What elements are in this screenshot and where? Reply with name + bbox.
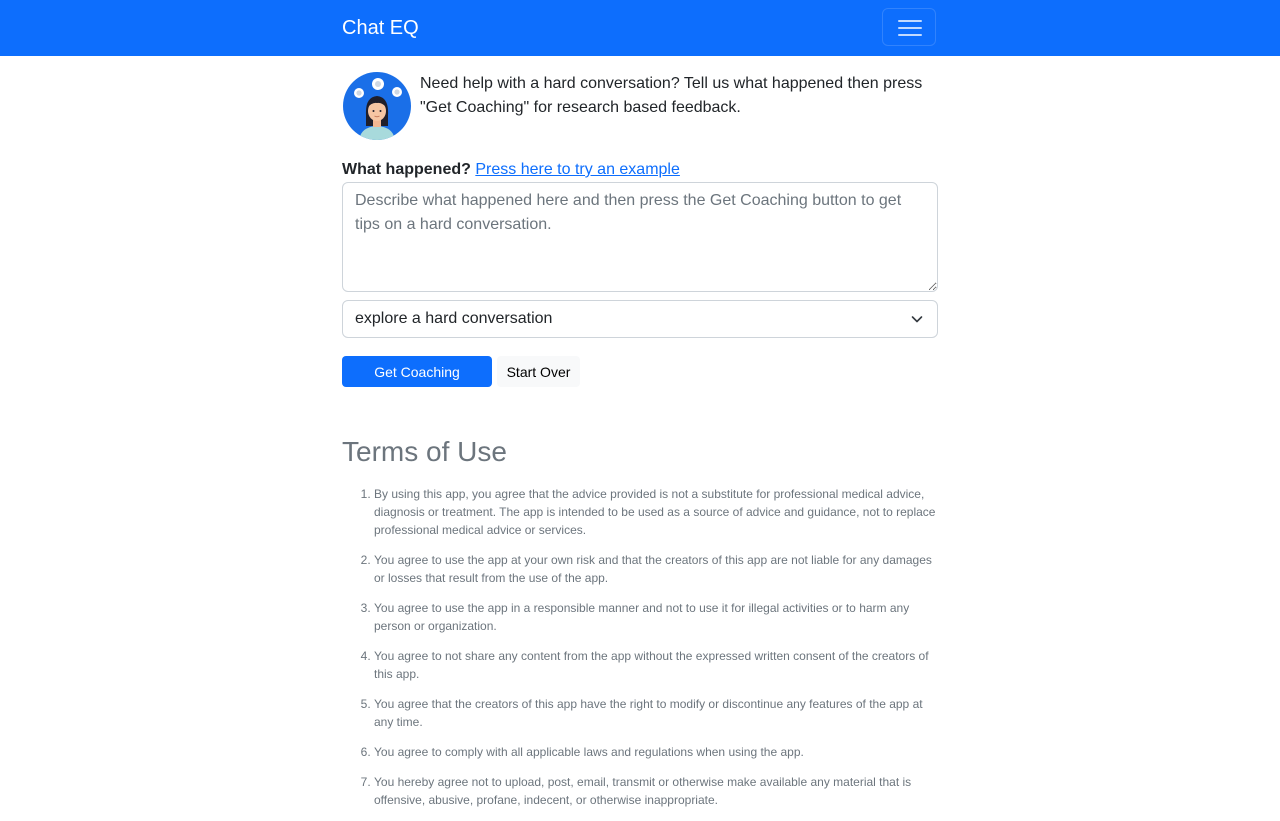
navbar bbox=[0, 0, 1280, 56]
start-over-button[interactable]: Start Over bbox=[497, 356, 580, 387]
terms-item: 1. By using this app, you agree that the advice provided is not a substitute for professional medical advice, diagnosis or treatment. The app is intended to be used as a source of advice and guidance, not to replace professional medical advice or services. bbox=[374, 485, 938, 539]
intro-text: Need help with a hard conversation? Tell us what happened then press "Get Coaching" for research based feedback. bbox=[420, 75, 923, 116]
get-coaching-button[interactable]: Get Coaching bbox=[342, 356, 492, 387]
terms-item: 2. You agree to use the app at your own risk and that the creators of this app are not liable for any damages or losses that result from the use of the app. bbox=[374, 551, 938, 587]
terms-item: 5. You agree that the creators of this app have the right to modify or discontinue any features of the app at any time. bbox=[374, 695, 938, 731]
person-thinking-avatar-icon bbox=[342, 71, 412, 141]
terms-item: 4. You agree to not share any content from the app without the expressed written consent of the creators of this app. bbox=[374, 647, 938, 683]
conversation-type-select[interactable] bbox=[342, 300, 938, 338]
chevron-down-icon bbox=[911, 313, 923, 325]
terms-list bbox=[342, 485, 938, 821]
select-value: explore a hard conversation bbox=[355, 310, 553, 327]
terms-title: Terms of Use bbox=[342, 436, 507, 467]
try-example-link[interactable]: Press here to try an example bbox=[475, 161, 680, 178]
what-happened-label: What happened? bbox=[342, 161, 471, 178]
brand-link[interactable]: Chat EQ bbox=[342, 17, 419, 39]
terms-item: 3. You agree to use the app in a responsible manner and not to use it for illegal activities or to harm any person or organization. bbox=[374, 599, 938, 635]
terms-item: 7. You hereby agree not to upload, post, email, transmit or otherwise make available any material that is offensive, abusive, profane, indecent, or otherwise inappropriate. bbox=[374, 773, 938, 809]
what-happened-textarea[interactable] bbox=[342, 182, 938, 292]
navbar-toggler-button[interactable] bbox=[882, 8, 936, 46]
terms-item: 6. You agree to comply with all applicable laws and regulations when using the app. bbox=[374, 743, 938, 761]
what-happened-label-row bbox=[342, 158, 680, 182]
